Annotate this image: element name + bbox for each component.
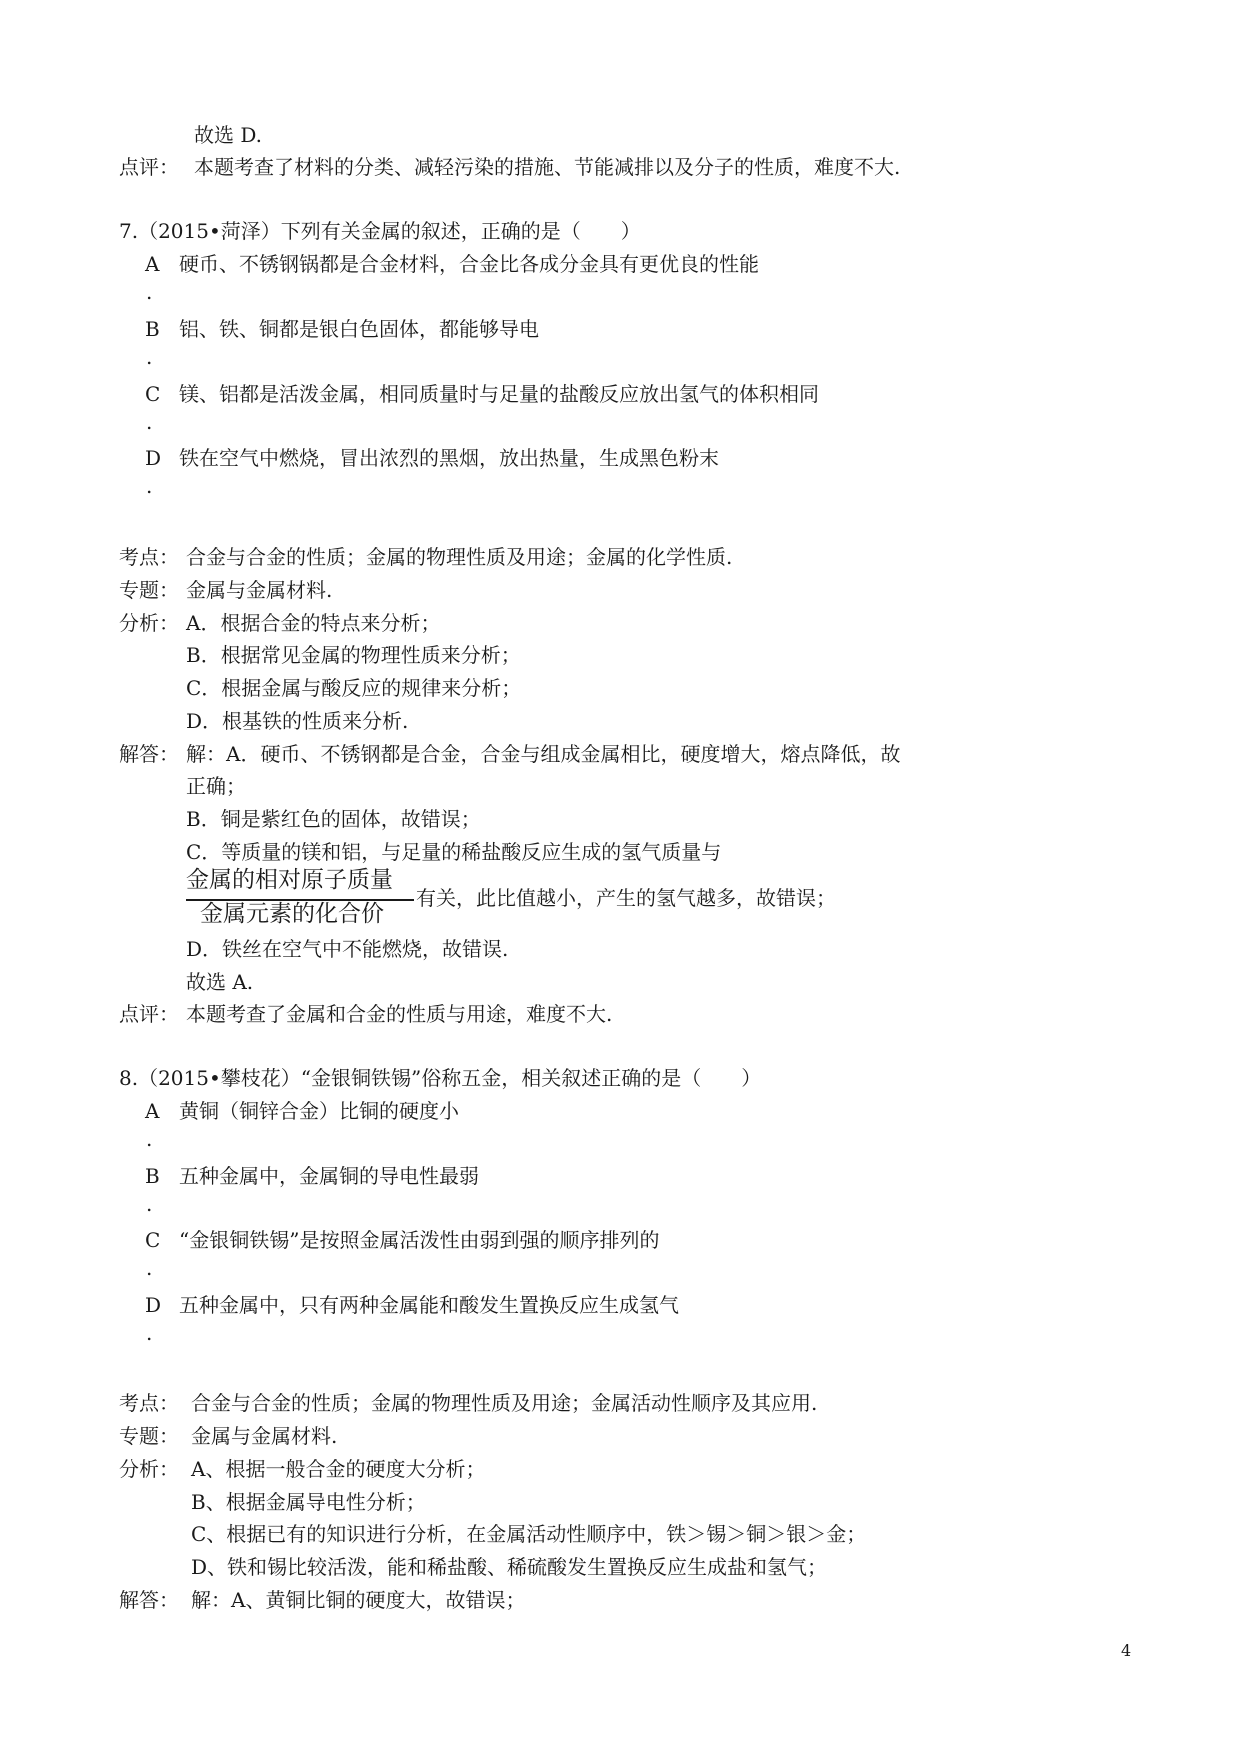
q7-option-c-letter: C [145, 382, 161, 406]
q7-fraction-denominator: 金属元素的化合价 [200, 901, 384, 927]
q8-zhuanti: 金属与金属材料. [191, 1424, 338, 1448]
q7-jieda-line-6: D．铁丝在空气中不能燃烧，故错误. [186, 937, 509, 961]
q7-fenxi-c: C．根据金属与酸反应的规律来分析； [186, 676, 522, 700]
q8-kaodian: 合金与合金的性质；金属的物理性质及用途；金属活动性顺序及其应用. [191, 1391, 818, 1415]
q8-fenxi-b: B、根据金属导电性分析； [191, 1490, 426, 1514]
q8-option-d-letter: D [145, 1293, 162, 1317]
q7-option-d-letter: D [145, 446, 162, 470]
q7-jieda-line-4: C．等质量的镁和铝，与足量的稀盐酸反应生成的氢气质量与 [186, 840, 722, 864]
q7-kaodian-label: 考点： [119, 545, 179, 569]
q8-option-a-text: 黄铜（铜锌合金）比铜的硬度小 [179, 1099, 459, 1123]
q7-option-c-dot: . [146, 410, 153, 434]
q8-fenxi-d: D、铁和锡比较活泼，能和稀盐酸、稀硫酸发生置换反应生成盐和氢气； [191, 1555, 828, 1579]
q7-option-b-dot: . [146, 345, 153, 369]
q7-jieda-line-1: 解：A．硬币、不锈钢都是合金，合金与组成金属相比，硬度增大，熔点降低，故 [186, 742, 901, 766]
q8-kaodian-label: 考点： [119, 1391, 179, 1415]
q7-jieda-line-2: 正确； [186, 774, 246, 798]
q6-choice: 故选 D. [194, 123, 263, 147]
q8-option-d-text: 五种金属中，只有两种金属能和酸发生置换反应生成氢气 [179, 1293, 679, 1317]
q8-fenxi-label: 分析： [119, 1457, 179, 1481]
q6-comment-label: 点评： [119, 155, 179, 179]
q8-option-c-text: “金银铜铁锡”是按照金属活泼性由弱到强的顺序排列的 [179, 1228, 660, 1252]
q7-choice: 故选 A. [186, 970, 254, 994]
q8-zhuanti-label: 专题： [119, 1424, 179, 1448]
q8-option-d-dot: . [146, 1321, 153, 1345]
q8-option-c-dot: . [146, 1256, 153, 1280]
page-number: 4 [1121, 1641, 1132, 1660]
q8-fenxi-c: C、根据已有的知识进行分析，在金属活动性顺序中，铁＞锡＞铜＞银＞金； [191, 1522, 867, 1546]
q7-jieda-label: 解答： [119, 742, 179, 766]
q8-jieda-line-1: 解：A、黄铜比铜的硬度大，故错误； [191, 1588, 526, 1612]
q7-kaodian: 合金与合金的性质；金属的物理性质及用途；金属的化学性质. [186, 545, 733, 569]
q7-option-d-dot: . [146, 474, 153, 498]
q7-zhuanti-label: 专题： [119, 578, 179, 602]
q8-option-c-letter: C [145, 1228, 161, 1252]
q7-option-b-letter: B [145, 317, 160, 341]
q7-option-c-text: 镁、铝都是活泼金属，相同质量时与足量的盐酸反应放出氢气的体积相同 [179, 382, 819, 406]
q8-option-b-text: 五种金属中，金属铜的导电性最弱 [179, 1164, 479, 1188]
q8-option-a-dot: . [146, 1127, 153, 1151]
q7-fenxi-a: A．根据合金的特点来分析； [186, 611, 441, 635]
q7-option-a-dot: . [146, 280, 153, 304]
q7-option-d-text: 铁在空气中燃烧，冒出浓烈的黑烟，放出热量，生成黑色粉末 [179, 446, 719, 470]
q8-option-b-dot: . [146, 1192, 153, 1216]
q7-fraction-numerator: 金属的相对原子质量 [186, 867, 393, 893]
q7-fenxi-label: 分析： [119, 611, 179, 635]
q7-comment: 本题考查了金属和合金的性质与用途，难度不大. [186, 1002, 613, 1026]
q7-fenxi-d: D．根基铁的性质来分析. [186, 709, 409, 733]
q7-option-a-text: 硬币、不锈钢锅都是合金材料，合金比各成分金具有更优良的性能 [179, 252, 759, 276]
q8-fenxi-a: A、根据一般合金的硬度大分析； [191, 1457, 486, 1481]
q7-jieda-line-5: 有关，此比值越小，产生的氢气越多，故错误； [416, 886, 836, 910]
q8-jieda-label: 解答： [119, 1588, 179, 1612]
q7-zhuanti: 金属与金属材料. [186, 578, 333, 602]
q7-comment-label: 点评： [119, 1002, 179, 1026]
q6-comment: 本题考查了材料的分类、减轻污染的措施、节能减排以及分子的性质，难度不大. [194, 155, 901, 179]
q7-jieda-line-3: B．铜是紫红色的固体，故错误； [186, 807, 481, 831]
q8-option-b-letter: B [145, 1164, 160, 1188]
q8-stem: 8.（2015•攀枝花）“金银铜铁锡”俗称五金，相关叙述正确的是（ ） [119, 1066, 762, 1090]
q7-fenxi-b: B．根据常见金属的物理性质来分析； [186, 643, 521, 667]
q7-option-b-text: 铝、铁、铜都是银白色固体，都能够导电 [179, 317, 539, 341]
q7-option-a-letter: A [145, 252, 160, 276]
q8-option-a-letter: A [145, 1099, 160, 1123]
q7-stem: 7.（2015•菏泽）下列有关金属的叙述，正确的是（ ） [119, 219, 641, 243]
